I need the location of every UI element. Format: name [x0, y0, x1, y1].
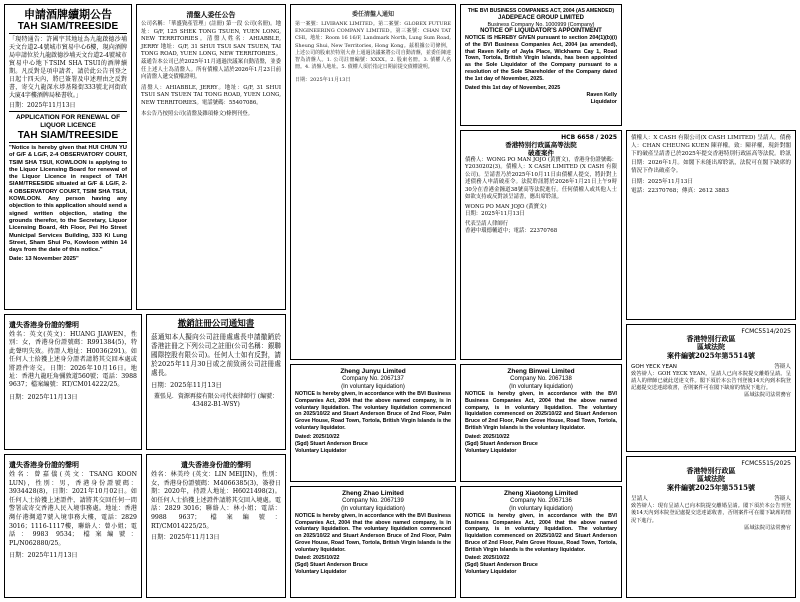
- notice-date: 日期：2025年11月13日: [631, 179, 694, 186]
- case-number: FCMC5515/2025: [741, 460, 791, 467]
- case-number-cn: 案件編號2025年第5514號: [667, 350, 755, 360]
- case-type: 破產案件: [528, 149, 554, 157]
- signature: Raven Kelly: [586, 91, 617, 98]
- notice-date: Dated: 2025/10/22: [295, 433, 340, 440]
- lost-id-body: 姓名：林美玲 (英文：LIN MEIJIN)，性別：女，香港身份證號碼：M4066385(3)，簽發日期：2020年，持證人地址：H6021498(2)。如任何人士拾獲上述證件請將其交回入境處。電話：2829 3016；聯絡人：林小姐；電話：9988 9637；檔案編號：RT/CM014225/25。: [151, 471, 281, 530]
- court-name: 香港特別行政區高等法院: [505, 141, 577, 149]
- notice-date: 日期：2025年11月13日: [465, 211, 525, 218]
- notice-date: 日期：2025年11月13日: [151, 381, 222, 389]
- court-name: 區域法院: [697, 342, 725, 352]
- company-number: Company No. 2067136: [510, 498, 572, 504]
- company-name: Zheng Zhao Limited: [342, 490, 404, 497]
- notice-date: 日期：2025年11月13日: [295, 77, 351, 84]
- notice-body: 致答辯人：GOH YECK YEAN。呈請人已向本院提交離婚呈請。呈請人的律師已就此送達文件。閣下須於本公告刊登後14天內到本院登記處提交送達認收書，否則案件可在閣下缺席的情況下進行。: [631, 371, 791, 392]
- notice-body: 第一案號：LIVIBANK LIMITED。第二案號：GLOBEX FUTURE ENGINEERING COMPANY LIMITED。第三案號：CHAN TAT CHI。地址：Room 16 16/F, Landmark North, Lung Sum Road, Sheung Shui, New Territories, Hong Kong。茲根據公司條例，上述公司的股東於特別大會上通過決議案將公司自動清盤，並委任陳達智為清盤人。1. 公司註冊編號：XXXX。2. 股東名冊。3. 債權人名冊。4. 清盤人地址。5. 債權人須於指定日期前提交債權證明。: [295, 21, 451, 71]
- notice-date: Dated this 1st day of November, 2025: [465, 84, 561, 91]
- divorce-notice-5514: [626, 324, 796, 452]
- notice-body-cn: 「現特通告：許國宇其地址為九龍啟德沙埔天文台道2-4號城市貿易中心6樓，現向酒牌局申請位於九龍啟德沙埔天文台道2-4號城市貿易中心地下TSIM SHA TSUI的酒牌續期。凡反對是項申請者，請於此公告刊登之日起十四天內，將已簽署及申述理由之反對書，寄交九龍深水埗基隆街333號北河街政大廈4字樓酒牌局秘書收。」: [9, 36, 127, 99]
- notice-signature: 蓋張見．資源再接有限公司代表律師行 (編號：43482-B1-WSY): [153, 393, 279, 408]
- notice-subtitle: NOTICE OF LIQUIDATOR'S APPOINTMENT: [480, 28, 602, 34]
- notice-body: NOTICE is hereby given, in accordance with the BVI Business Companies Act, 2004 that the above named company, is in voluntary liquidation. The voluntary liquidation commenced on 2025/10/22 and Stuart Anderson Bruce of 2nd Floor, Palm Grove House, Road Town, Tortola, British Virgin Islands is the voluntary liquidator.: [295, 391, 451, 431]
- notice-body: NOTICE is hereby given, in accordance with the BVI Business Companies Act, 2004 that the above named company, is in voluntary liquidation. The voluntary liquidation commenced on 2025/10/22 and Stuart Anderson Bruce of 2nd Floor, Palm Grove House, Road Town, Tortola, British Virgin Islands is the voluntary liquidator.: [465, 513, 617, 553]
- signature: (Sgd) Stuart Anderson Bruce: [295, 562, 368, 569]
- signature: (Sgd) Stuart Anderson Bruce: [295, 440, 368, 447]
- role-label: 答辯人: [774, 364, 791, 371]
- liquidation-status: (In voluntary liquidation): [341, 383, 405, 390]
- debtor-name: WONG PO MAN JOJO (黃寶文): [465, 204, 547, 211]
- company-number: Company No. 2067138: [510, 376, 572, 382]
- notice-foot: 區域法院司法常務官: [744, 392, 791, 399]
- notice-body-en: "Notice is hereby given that HUI CHUN YU of G/F & LG/F, 2-4 OBSERVATORY COURT, TSIM SHA TSUI, KOWLOON is applying to the Liquor Licensing Board for renewal of the Liquor Licence in respect of TAH SIAM/TREESIDE situated at G/F & LG/F, 2-4 OBSERVATORY COURT, TSIM SHA TSUI, KOWLOON. Any person having any objection to this application should send a signed written objection, stating the grounds therefor, to the Secretary, Liquor Licensing Board, 4th Floor, Pei Ho Street Municipal Services Building, 333 Ki Lung Street, Sham Shui Po, Kowloon within 14 days from the date of this notice.": [9, 145, 127, 254]
- lost-id-notice-1: [4, 314, 142, 450]
- notice-subtitle2: TAH SIAM/TREESIDE: [9, 130, 127, 143]
- lost-id-body: 姓名：曾嘉儀(英文：TSANG KOON LUN)，性別：男，香港身份證號碼：3934428(8)，日期：2021年10月02日。如任何人士拾獲上述證件，請將其交回任何一間警署或寄交香港人民入境事務處。地址：香港灣仔港灣道7號入境事務大樓，電話：2829 3016；1116-1117樓，聯絡人：曾小姐；電話：9983 9534；檔案編號：PL/N062880/25。: [9, 471, 137, 547]
- notice-body: 債權人：X CASH 有限公司(X CASH LIMITED) 呈請人。債務人：CHAN CHEUNG KUEN 陳祥權。致：陳祥權，現針對閣下的破產呈請書已於2025年提交香港特別行政區高等法院。聆訊日期：2026年1月。如閣下未能出席聆訊，法院可在閣下缺席的情況下作出破產令。: [631, 135, 791, 174]
- case-number-cn: 案件編號2025年第5515號: [667, 482, 755, 492]
- bankruptcy-notice: [460, 130, 622, 360]
- company-number: Business Company No. 1000999 (Company): [487, 21, 595, 28]
- notice-title: 撤銷註冊公司通知書: [177, 319, 255, 329]
- firm-name: 代表呈請人律師行: [465, 221, 509, 228]
- liquidation-notice: [290, 4, 456, 360]
- notice-date-en: Date: 13 November 2025": [9, 256, 79, 263]
- company-name: JADEPEACE GROUP LIMITED: [498, 14, 584, 21]
- lost-id-title: 遺失香港身份證的聲明: [9, 320, 79, 329]
- firm-address: 香港中環德輔道中；電話：22370768: [465, 228, 558, 235]
- liquidation-status: (In voluntary liquidation): [509, 383, 573, 390]
- notice-title: 委任清盤人通知: [351, 11, 394, 18]
- lost-id-date: 日期：2025年11月13日: [9, 552, 78, 560]
- notice-title-cn: 申請酒牌續期公告: [24, 8, 112, 21]
- bvi-liquidation-zhengzhao: [290, 486, 456, 598]
- signature: (Sgd) Stuart Anderson Bruce: [465, 562, 538, 569]
- bvi-liquidation-zhengxiaotong: [460, 486, 622, 598]
- signature-role: Voluntary Liquidator: [465, 447, 517, 454]
- notice-body: NOTICE IS HEREBY GIVEN pursuant to section 204(1)(b)(i) of the BVI Business Companies Act, 2004 (as amended), that Raven Kelly of Jayla Place, Wickhams Cay 1, Road Town, Tortola, British Virgin Islands, has been appointed as the Sole Liquidator of the Company pursuant to a resolution of the Sole Shareholder of the Company dated the 1st day of November, 2025.: [465, 35, 617, 82]
- company-name: Zheng Xiaotong Limited: [503, 490, 579, 497]
- notice-body: 公司名稱：「華盛資產管理」(註冊) 第一段 公司(名冊)。地址：G/F, 125 SHEK TONG TSUEN, YUEN LONG, NEW TERRITORIES。清盤人姓名：AHIABBLE, JERRY 地址：G/F, 31 SHUI TSUI SAN TSUEN, TAI TONG ROAD, YUEN LONG, NEW TERRITORIES。茲通告本公司已於2025年11月通過決議案自動清盤，並委任上述人士為清盤人。所有債權人請於2026年1月23日前向清盤人遞交債權證明。: [141, 21, 281, 81]
- respondent-name: GOH YECK YEAN: [631, 364, 677, 371]
- court-region: 香港特別行政區: [686, 466, 736, 475]
- lost-id-notice-3: [146, 454, 286, 598]
- signature-role: Voluntary Liquidator: [295, 447, 347, 454]
- signature-role: Voluntary Liquidator: [295, 569, 347, 576]
- notice-tail: 本公告乃按照公司(清盤及雜項條文)條例刊登。: [141, 110, 254, 117]
- bvi-liquidation-zhengbinwei: [460, 364, 622, 482]
- notice-date: Dated: 2025/10/22: [295, 555, 340, 562]
- notice-body: 致答辯人：現有呈請人已向本院提交離婚呈請。閣下須於本公告刊登後14天內到本院登記處提交送達認收書，否則案件可在閣下缺席的情況下進行。: [631, 503, 791, 524]
- notice-title: 清盤人委任公告: [186, 10, 236, 19]
- notice-date: Dated: 2025/10/22: [465, 433, 510, 440]
- signature: (Sgd) Stuart Anderson Bruce: [465, 440, 538, 447]
- notice-head: THE BVI BUSINESS COMPANIES ACT, 2004 (AS AMENDED): [467, 8, 615, 14]
- role-label-1: 呈請人: [631, 496, 648, 503]
- notice-body: NOTICE is hereby given, in accordance with the BVI Business Companies Act, 2004 that the above named company, is in voluntary liquidation. The voluntary liquidation commenced on 2025/10/22 and Stuart Anderson Bruce of 2nd Floor, Palm Grove House, Road Town, Tortola, British Virgin Islands is the voluntary liquidator.: [465, 391, 617, 431]
- lost-id-title: 遺失香港身份證的聲明: [9, 460, 79, 469]
- lost-id-notice-2: [4, 454, 142, 598]
- liquidation-status: (In voluntary liquidation): [509, 505, 573, 512]
- company-name: Zheng Junyu Limited: [340, 368, 406, 375]
- signature-role: Voluntary Liquidator: [465, 569, 517, 576]
- jadepeace-notice: [460, 4, 622, 126]
- court-name: 區域法院: [697, 474, 725, 484]
- deregistration-notice: [146, 314, 286, 450]
- role-label-2: 答辯人: [774, 496, 791, 503]
- case-number: HCB 6658 / 2025: [561, 134, 617, 141]
- notice-contact: 電話：22370768；傳真：2612 3883: [631, 188, 729, 195]
- lost-id-body: 姓名：英文(英文)：HUANG JIAWEN，性別：女，香港身份證號碼：R991384(5)，特此聲明失效。持證人地址：H0036(291)。如任何人士拾獲上述身分證者請將其交回本處或將證件寄交。日期：2026年10月16日。地址：香港九龍旺角彌敦道560號；電話：3988 9637；檔案編號：RT/CM014222/25。: [9, 331, 137, 389]
- company-number: Company No. 2067139: [342, 498, 404, 504]
- lost-id-title: 遺失香港身份證的聲明: [181, 460, 251, 469]
- notice-title-en: TAH SIAM/TREESIDE: [9, 21, 127, 34]
- liquidator-appointment-notice: [136, 4, 286, 310]
- liquor-licence-notice: [4, 4, 132, 310]
- notice-body: 茲通知本人擬向公司註冊處處長申請撤銷於香港註冊之下列公司之註冊(公司名稱：銀聯國際控股有限公司)。任何人士如有反對，請於2025年11月30日或之前致函公司註冊處處長。: [151, 333, 281, 377]
- liquidation-status: (In voluntary liquidation): [341, 505, 405, 512]
- company-number: Company No. 2067137: [342, 376, 404, 382]
- notice-body-2: 清盤人：AHIABBLE, JERRY。地址：G/F, 31 SHUI TSUI SAN TSUEN TAI TONG ROAD, YUEN LONG, NEW TERRITORIES。電話號碼：55407086。: [141, 84, 281, 106]
- x-cash-notice: [626, 130, 796, 320]
- lost-id-date: 日期：2025年11月13日: [151, 534, 220, 542]
- bvi-liquidation-zhengjunyu: [290, 364, 456, 482]
- court-region: 香港特別行政區: [686, 334, 736, 343]
- lost-id-date: 日期：2025年11月13日: [9, 393, 78, 401]
- notice-foot: 區域法院司法常務官: [744, 524, 791, 531]
- case-number: FCMC5514/2025: [741, 328, 791, 335]
- empty-space: [626, 4, 796, 126]
- company-name: Zheng Binwei Limited: [507, 368, 575, 375]
- notice-subtitle: APPLICATION FOR RENEWAL OF LIQUOR LICENCE: [15, 114, 121, 129]
- divorce-notice-5515: [626, 456, 796, 598]
- signature-role: Liquidator: [590, 98, 617, 105]
- notice-body: 債務人：WONG PO MAN JOJO (黃寶文)，香港身份證號碼：Y2030202(3)。債權人：X CASH LIMITED (X CASH 有限公司)。呈請書乃於2025年10月11日由債權人提交，將針對上述債務人申請破產令。法院聆訊將於2026年1月21日上午9時30分在香港金鐘道38號高等法院進行。任何債權人或其他人士如欲支持或反對該呈請書，應出席聆訊。: [465, 157, 617, 201]
- notice-body: NOTICE is hereby given, in accordance with the BVI Business Companies Act, 2004 that the above named company, is in voluntary liquidation. The voluntary liquidation commenced on 2025/10/22 and Stuart Anderson Bruce of 2nd Floor, Palm Grove House, Road Town, Tortola, British Virgin Islands is the voluntary liquidator.: [295, 513, 451, 553]
- notice-date-cn: 日期：2025年11月13日: [9, 102, 76, 109]
- notice-date: Dated: 2025/10/22: [465, 555, 510, 562]
